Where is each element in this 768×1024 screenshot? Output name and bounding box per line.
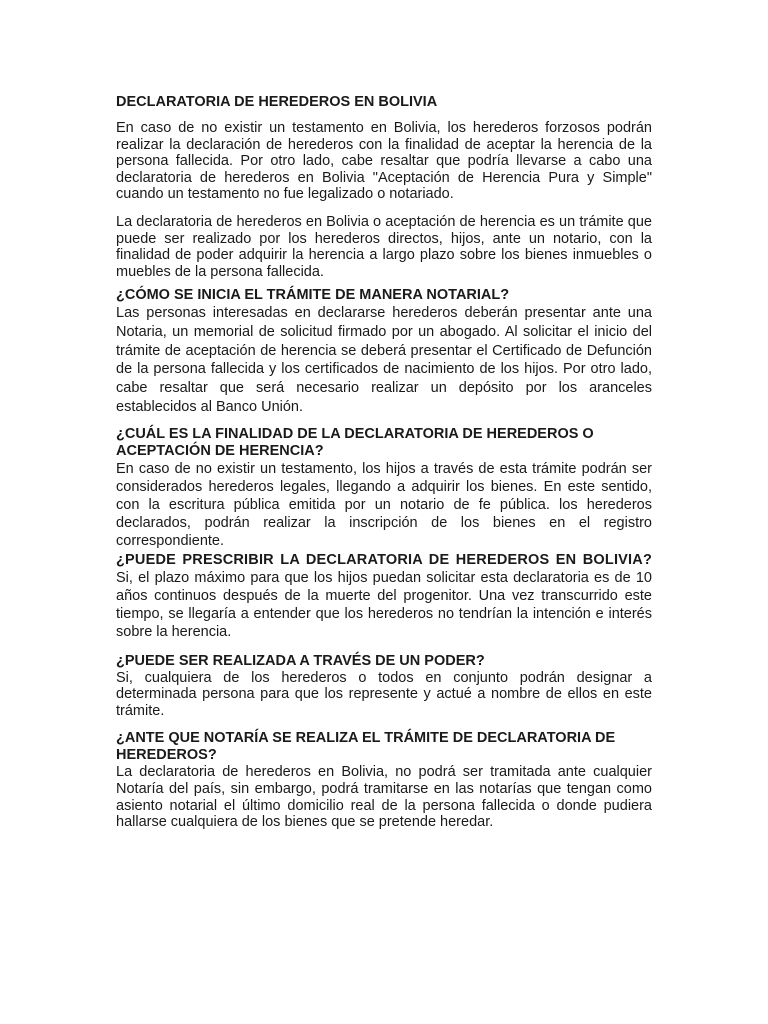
section-heading-notaria: ¿ANTE QUE NOTARÍA SE REALIZA EL TRÁMITE DE DECLARATORIA DE HEREDEROS?: [116, 730, 616, 764]
section-body-inicio: Las personas interesadas en declararse herederos deberán presentar ante una Notaria, un memorial de solicitud firmado por un abogado. Al solicitar el inicio del trámite de aceptación de herencia se deberá presentar el Certificado de Defunción de la persona fallecida y los certificados de nacimiento de los hijos. Por otro lado, cabe resaltar que será necesario realizar un depósito por los aranceles establecidos al Banco Unión.: [116, 305, 652, 415]
section-heading-inicio: ¿CÓMO SE INICIA EL TRÁMITE DE MANERA NOTARIAL?: [116, 287, 510, 304]
section-body-poder: Si, cualquiera de los herederos o todos en conjunto podrán designar a determinada persona para que los represente y actué a nombre de ellos en este trámite.: [116, 669, 652, 719]
section-prescribir: [116, 551, 652, 642]
section-body-notaria: La declaratoria de herederos en Bolivia, no podrá ser tramitada ante cualquier Notaría del país, sin embargo, podrá tramitarse en las notarías que tengan como asiento notarial el último domicilio real de la persona fallecida o donde pudiera hallarse cualquiera de los bienes que se pretende heredar.: [116, 764, 652, 831]
section-heading-poder: ¿PUEDE SER REALIZADA A TRAVÉS DE UN PODER?: [116, 652, 485, 669]
section-body-finalidad: En caso de no existir un testamento, los hijos a través de esta trámite podrán ser considerados herederos legales, llegando a adquirir los bienes. En este sentido, con la escritura pública emitida por un notario de fe pública. los herederos declarados, podrán realizar la inscripción de los bienes en el registro correspondiente.: [116, 460, 652, 550]
document-page: [116, 94, 652, 831]
section-body-prescribir: Si, el plazo máximo para que los hijos puedan solicitar esta declaratoria es de 10 años continuos después de la muerte del progenitor. Una vez transcurrido este tiempo, se llegaría a entender que los herederos no tendrían la intención e interés sobre la herencia.: [116, 569, 652, 641]
section-heading-prescribir: ¿PUEDE PRESCRIBIR LA DECLARATORIA DE HEREDEROS EN BOLIVIA?: [116, 551, 652, 568]
intro-paragraph-2: La declaratoria de herederos en Bolivia o aceptación de herencia es un trámite que puede ser realizado por los herederos directos, hijos, ante un notario, con la finalidad de poder adquirir la herencia a largo plazo sobre los bienes inmuebles o muebles de la persona fallecida.: [116, 213, 652, 280]
section-heading-finalidad: ¿CUÁL ES LA FINALIDAD DE LA DECLARATORIA DE HEREDEROS O ACEPTACIÓN DE HERENCIA?: [116, 425, 594, 459]
document-title: DECLARATORIA DE HEREDEROS EN BOLIVIA: [116, 94, 438, 110]
intro-paragraph-1: En caso de no existir un testamento en Bolivia, los herederos forzosos podrán realizar la declaración de herederos con la finalidad de aceptar la herencia de la persona fallecida. Por otro lado, cabe resaltar que podría llevarse a cabo una declaratoria de herederos en Bolivia "Aceptación de Herencia Pura y Simple" cuando un testamento no fue legalizado o notariado.: [116, 120, 652, 203]
